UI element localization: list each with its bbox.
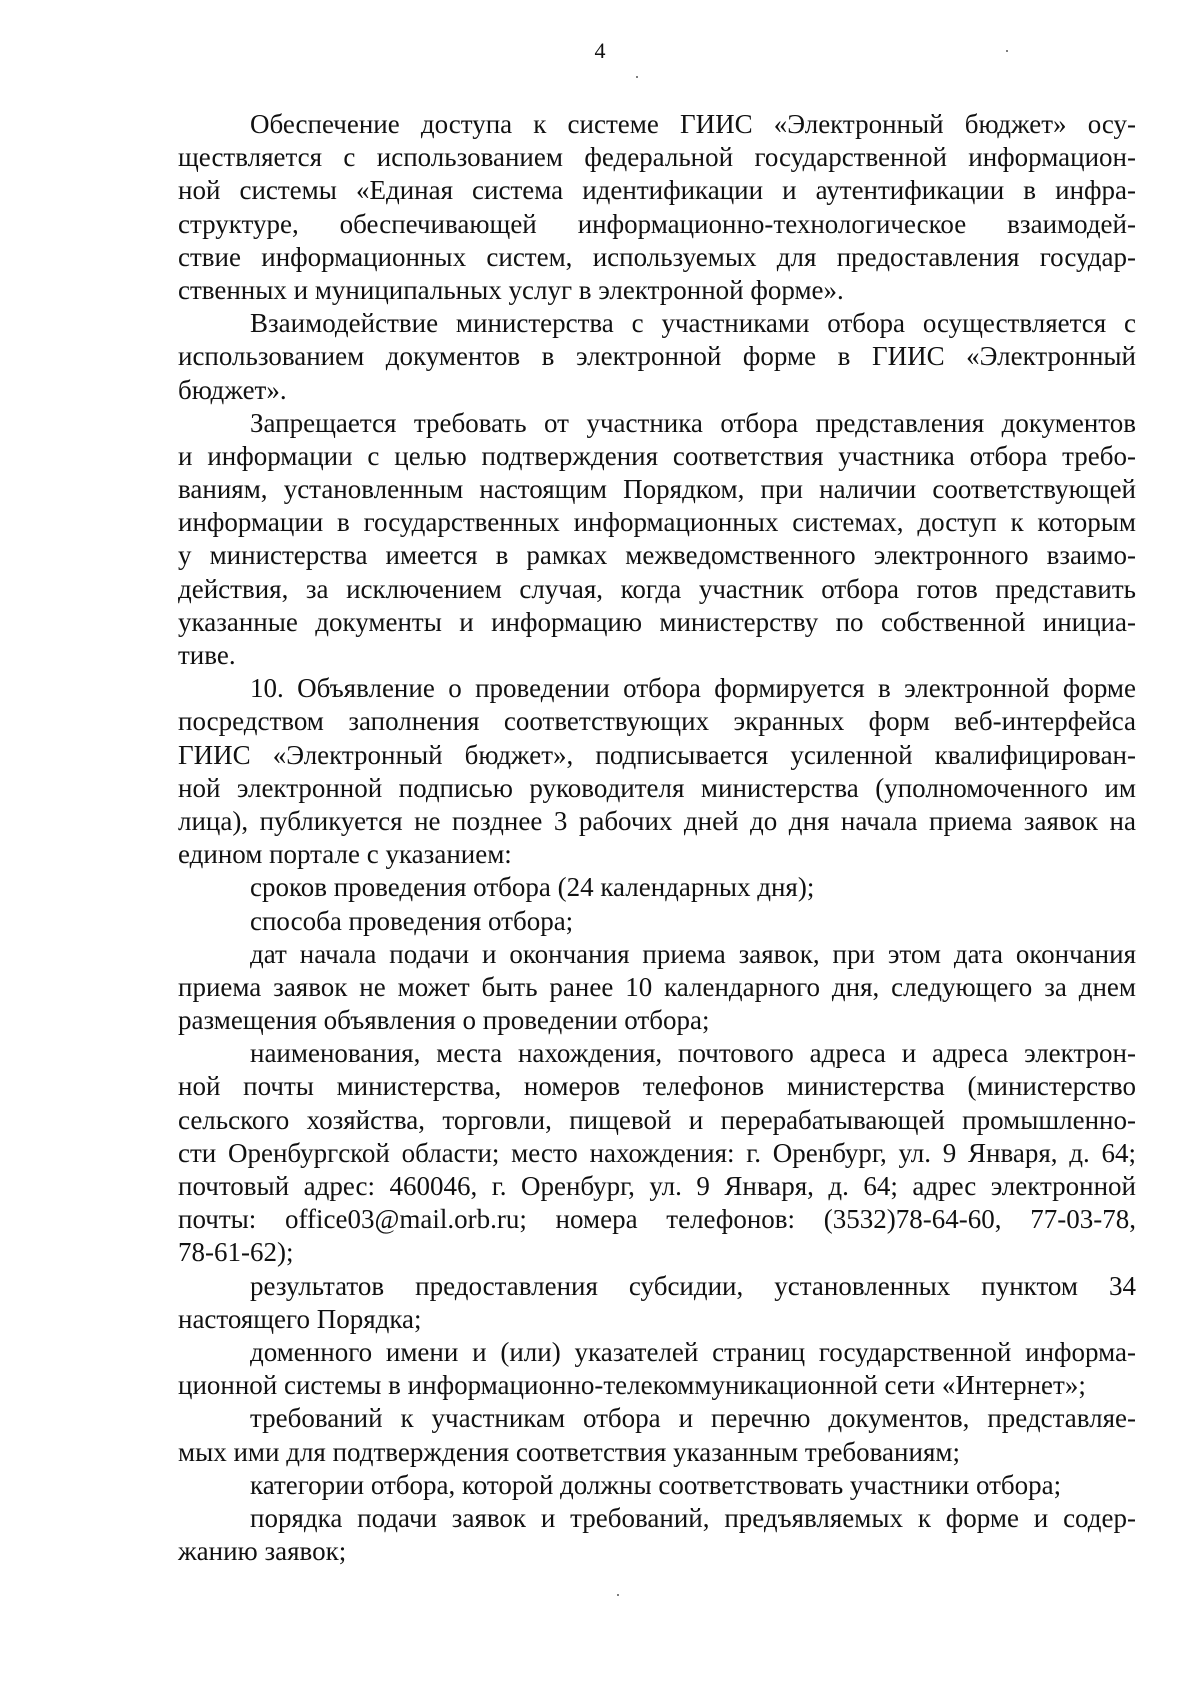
paragraph [178,1336,1136,1402]
text-line: порядка подачи заявок и требований, предъявляемых к форме и содер- [250,1502,1136,1533]
text-line: настоящего Порядка; [178,1303,422,1334]
text-line: 10. Объявление о проведении отбора формируется в электронной форме [250,673,1136,704]
text-line: дат начала подачи и окончания приема заявок, при этом дата окончания [250,938,1136,969]
paragraph [178,407,1136,673]
text-line: указанные документы и информацию министерству по собственной инициа- [178,606,1136,637]
text-line: ной системы «Единая система идентификации и аутентификации в инфра- [178,175,1136,206]
paragraph [178,938,1136,1038]
text-line: сельского хозяйства, торговли, пищевой и перерабатывающей промышленно- [178,1104,1136,1135]
page-number: 4 [594,38,606,63]
text-line: способа проведения отбора; [250,905,574,936]
paragraph [178,1270,1136,1336]
scan-speck [1006,50,1008,52]
scan-speck [636,76,638,78]
text-line: приема заявок не может быть ранее 10 календарного дня, следующего за днем [178,971,1136,1002]
text-line: требований к участникам отбора и перечню документов, представляе- [250,1403,1136,1434]
text-line: размещения объявления о проведении отбора; [178,1005,710,1036]
text-line: ственных и муниципальных услуг в электронной форме». [178,274,844,305]
text-line: доменного имени и (или) указателей страниц государственной информа- [250,1336,1136,1367]
paragraph [178,307,1136,407]
text-line: сроков проведения отбора (24 календарных дня); [250,872,815,903]
paragraph [178,1402,1136,1468]
text-line: результатов предоставления субсидии, установленных пунктом 34 [250,1270,1136,1301]
text-line: ществляется с использованием федеральной государственной информацион- [178,142,1136,173]
text-line: Запрещается требовать от участника отбора представления документов [250,407,1136,438]
text-line: Взаимодействие министерства с участниками отбора осуществляется с [250,308,1136,339]
scan-speck [617,1594,619,1596]
text-line: бюджет». [178,374,287,405]
text-line: информации в государственных информационных системах, доступ к которым [178,507,1136,538]
text-line: у министерства имеется в рамках межведомственного электронного взаимо- [178,540,1136,571]
text-line: ГИИС «Электронный бюджет», подписывается усиленной квалифицирован- [178,739,1136,770]
text-line: лица), публикуется не позднее 3 рабочих дней до дня начала приема заявок на [178,805,1136,836]
text-line: ной почты министерства, номеров телефонов министерства (министерство [178,1071,1136,1102]
paragraph [178,905,1136,938]
text-line: мых ими для подтверждения соответствия указанным требованиям; [178,1436,960,1467]
text-line: 78-61-62); [178,1237,294,1268]
paragraph [178,871,1136,904]
text-line: посредством заполнения соответствующих экранных форм веб-интерфейса [178,706,1136,737]
text-line: и информации с целью подтверждения соответствия участника отбора требо- [178,440,1136,471]
text-line: почтовый адрес: 460046, г. Оренбург, ул. 9 Января, д. 64; адрес электронной [178,1171,1136,1201]
paragraph [178,108,1136,307]
text-line: жанию заявок; [178,1536,347,1567]
text-line: наименования, места нахождения, почтового адреса и адреса электрон- [250,1038,1136,1069]
text-line: сти Оренбургской области; место нахождения: г. Оренбург, ул. 9 Января, д. 64; [178,1137,1136,1168]
text-line: категории отбора, которой должны соответствовать участники отбора; [250,1469,1062,1500]
text-line: ваниям, установленным настоящим Порядком, при наличии соответствующей [178,474,1136,505]
text-line: тиве. [178,640,236,670]
text-line: структуре, обеспечивающей информационно-технологическое взаимодей- [178,208,1136,239]
document-body [178,108,1136,1568]
text-line: ной электронной подписью руководителя министерства (уполномоченного им [178,772,1136,803]
text-line: почты: office03@mail.orb.ru; номера телефонов: (3532)78-64-60, 77-03-78, [178,1204,1136,1235]
paragraph [178,1502,1136,1568]
paragraph [178,1469,1136,1502]
paragraph [178,672,1136,871]
text-line: едином портале с указанием: [178,839,512,870]
text-line: использованием документов в электронной форме в ГИИС «Электронный [178,341,1136,372]
text-line: ционной системы в информационно-телекоммуникационной сети «Интернет»; [178,1370,1086,1401]
paragraph [178,1037,1136,1269]
text-line: ствие информационных систем, используемых для предоставления государ- [178,241,1136,272]
text-line: действия, за исключением случая, когда участник отбора готов представить [178,573,1136,604]
text-line: Обеспечение доступа к системе ГИИС «Электронный бюджет» осу- [250,109,1136,139]
